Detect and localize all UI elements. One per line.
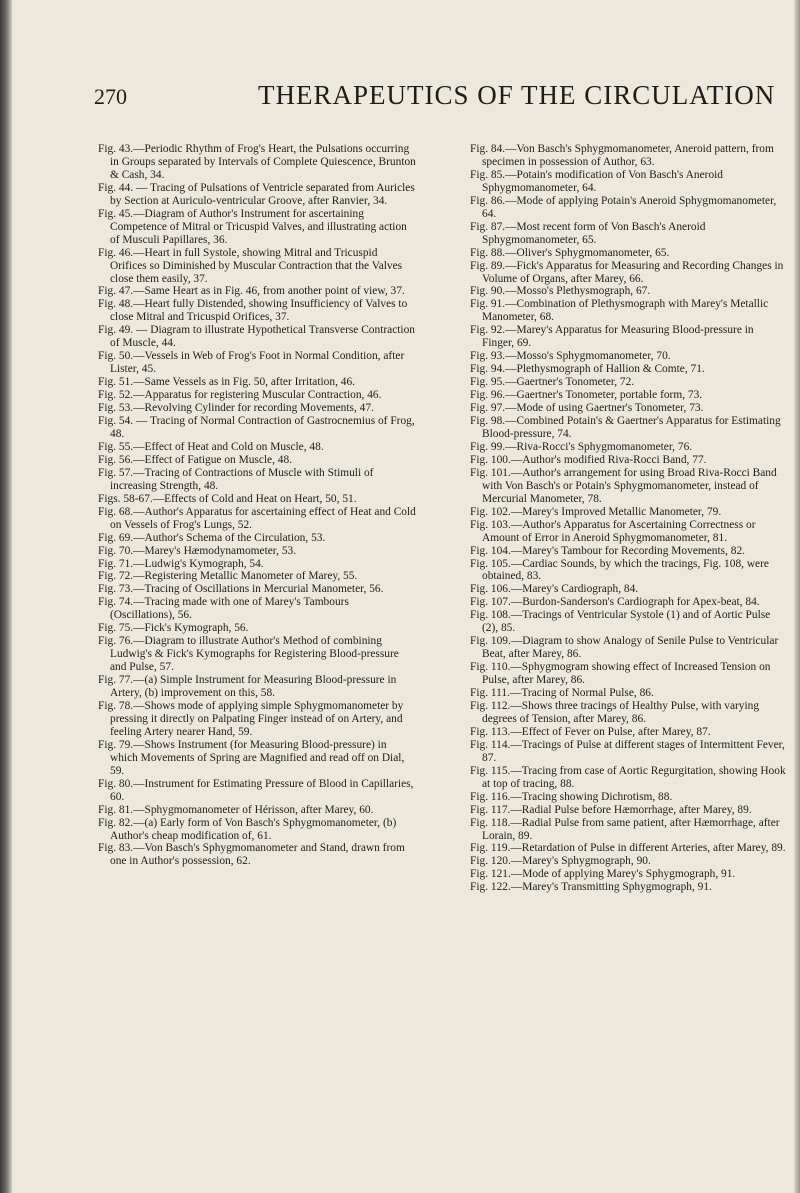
figure-entry: Fig. 98.—Combined Potain's & Gaertner's Apparatus for Estimating Blood-pressure, 74.	[470, 415, 781, 440]
figure-entry: Fig. 83.—Von Basch's Sphygmomanometer and Stand, drawn from one in Author's possession, 62.	[98, 842, 405, 868]
book-spine-edge	[0, 0, 12, 1193]
figure-entry: Fig. 97.—Mode of using Gaertner's Tonometer, 73.	[470, 402, 704, 415]
figure-entry: Fig. 75.—Fick's Kymograph, 56.	[98, 622, 249, 635]
figure-entry: Fig. 53.—Revolving Cylinder for recording Movements, 47.	[98, 402, 374, 415]
page-number: 270	[94, 84, 127, 109]
figure-entry: Fig. 81.—Sphygmomanometer of Hérisson, after Marey, 60.	[98, 803, 374, 816]
figure-entry: Fig. 77.—(a) Simple Instrument for Measuring Blood-pressure in Artery, (b) improvement on this, 58.	[98, 674, 397, 700]
figure-entry: Fig. 93.—Mosso's Sphygmomanometer, 70.	[470, 350, 671, 363]
figure-entry: Fig. 91.—Combination of Plethysmograph with Marey's Metallic Manometer, 68.	[470, 298, 769, 324]
figure-entry: Fig. 49. — Diagram to illustrate Hypothetical Transverse Contraction of Muscle, 44.	[98, 324, 415, 350]
figure-entry: Fig. 115.—Tracing from case of Aortic Regurgitation, showing Hook at top of tracing, 88.	[470, 764, 786, 790]
figure-entry: Fig. 117.—Radial Pulse before Hæmorrhage, after Marey, 89.	[470, 803, 752, 816]
figure-entry: Fig. 116.—Tracing showing Dichrotism, 88.	[470, 790, 673, 803]
figure-entry: Fig. 87.—Most recent form of Von Basch's Aneroid Sphygmomanometer, 65.	[470, 220, 706, 246]
figure-entry: Fig. 43.—Periodic Rhythm of Frog's Heart, the Pulsations occurring in Groups separated by Intervals of Complete Quiescence, Brunton & Cash, 34.	[98, 143, 416, 181]
figure-entry: Fig. 113.—Effect of Fever on Pulse, after Marey, 87.	[470, 725, 711, 738]
figure-entry: Fig. 114.—Tracings of Pulse at different stages of Intermittent Fever, 87.	[470, 738, 785, 764]
figure-entry: Fig. 72.—Registering Metallic Manometer of Marey, 55.	[98, 570, 358, 583]
figure-entry: Fig. 122.—Marey's Transmitting Sphygmograph, 91.	[470, 881, 712, 894]
figure-entry: Fig. 90.—Mosso's Plethysmograph, 67.	[470, 285, 651, 298]
figure-entry: Fig. 70.—Marey's Hæmodynamometer, 53.	[98, 544, 297, 557]
page-title: THERAPEUTICS OF THE CIRCULATION	[258, 80, 776, 110]
figure-entry: Fig. 47.—Same Heart as in Fig. 46, from another point of view, 37.	[98, 285, 405, 298]
figure-list-right-column	[470, 143, 788, 894]
figure-entry: Fig. 96.—Gaertner's Tonometer, portable form, 73.	[470, 389, 703, 402]
figure-entry: Fig. 85.—Potain's modification of Von Basch's Aneroid Sphygmomanometer, 64.	[470, 168, 724, 194]
figure-entry: Fig. 73.—Tracing of Oscillations in Mercurial Manometer, 56.	[98, 583, 384, 596]
figure-entry: Fig. 54. — Tracing of Normal Contraction of Gastrocnemius of Frog, 48.	[98, 415, 415, 440]
figure-entry: Fig. 109.—Diagram to show Analogy of Senile Pulse to Ventricular Beat, after Marey, 86.	[470, 635, 779, 661]
figure-entry: Fig. 84.—Von Basch's Sphygmomanometer, Aneroid pattern, from specimen in possession of Author, 63.	[470, 143, 774, 168]
figure-entry: Fig. 121.—Mode of applying Marey's Sphygmograph, 91.	[470, 868, 736, 881]
figure-entry: Fig. 100.—Author's modified Riva-Rocci Band, 77.	[470, 453, 707, 466]
figure-entry: Fig. 78.—Shows mode of applying simple Sphygmomanometer by pressing it directly on Palpating Finger instead of on Artery, and feeling Artery nearer Hand, 59.	[98, 699, 404, 738]
figure-entry: Fig. 86.—Mode of applying Potain's Aneroid Sphygmomanometer, 64.	[470, 194, 777, 220]
running-head	[0, 80, 800, 120]
figure-entry: Fig. 107.—Burdon-Sanderson's Cardiograph for Apex-beat, 84.	[470, 596, 760, 609]
figure-entry: Fig. 110.—Sphygmogram showing effect of Increased Tension on Pulse, after Marey, 86.	[470, 661, 771, 687]
figure-entry: Fig. 74.—Tracing made with one of Marey's Tambours (Oscillations), 56.	[98, 596, 349, 622]
figure-entry: Fig. 120.—Marey's Sphygmograph, 90.	[470, 855, 651, 868]
figure-entry: Fig. 108.—Tracings of Ventricular Systole (1) and of Aortic Pulse (2), 85.	[470, 609, 771, 635]
figure-entry: Fig. 89.—Fick's Apparatus for Measuring and Recording Changes in Volume of Organs, after Marey, 66.	[470, 259, 784, 285]
figure-entry: Fig. 92.—Marey's Apparatus for Measuring Blood-pressure in Finger, 69.	[470, 324, 754, 350]
figure-entry: Fig. 99.—Riva-Rocci's Sphygmomanometer, 76.	[470, 440, 693, 453]
figure-entry: Fig. 102.—Marey's Improved Metallic Manometer, 79.	[470, 505, 722, 518]
figure-entry: Fig. 55.—Effect of Heat and Cold on Muscle, 48.	[98, 440, 324, 453]
figure-entry: Fig. 52.—Apparatus for registering Muscular Contraction, 46.	[98, 389, 382, 402]
figure-entry: Fig. 103.—Author's Apparatus for Ascertaining Correctness or Amount of Error in Aneroid Sphygmomanometer, 81.	[470, 518, 756, 544]
figure-entry: Fig. 76.—Diagram to illustrate Author's Method of combining Ludwig's & Fick's Kymographs for Registering Blood-pressure and Pulse, 57.	[98, 635, 399, 674]
figure-entry: Fig. 119.—Retardation of Pulse in different Arteries, after Marey, 89.	[470, 842, 786, 855]
figure-entry: Fig. 46.—Heart in full Systole, showing Mitral and Tricuspid Orifices so Diminished by Muscular Contraction that the Valves close them easily, 37.	[98, 246, 403, 285]
figure-entry: Fig. 111.—Tracing of Normal Pulse, 86.	[470, 687, 654, 700]
figure-entry: Fig. 71.—Ludwig's Kymograph, 54.	[98, 557, 264, 570]
figure-entry: Fig. 82.—(a) Early form of Von Basch's Sphygmomanometer, (b) Author's cheap modification of, 61.	[98, 816, 397, 842]
figure-entry: Fig. 68.—Author's Apparatus for ascertaining effect of Heat and Cold on Vessels of Frog's Lungs, 52.	[98, 505, 416, 531]
figure-entry: Fig. 106.—Marey's Cardiograph, 84.	[470, 583, 639, 596]
figure-entry: Fig. 95.—Gaertner's Tonometer, 72.	[470, 376, 635, 389]
page-edge	[794, 0, 800, 1193]
figure-entry: Fig. 118.—Radial Pulse from same patient, after Hæmorrhage, after Lorain, 89.	[470, 816, 780, 842]
figure-entry: Fig. 112.—Shows three tracings of Healthy Pulse, with varying degrees of Tension, after Marey, 86.	[470, 699, 760, 725]
figure-entry: Fig. 94.—Plethysmograph of Hallion & Comte, 71.	[470, 363, 705, 376]
figure-entry: Fig. 48.—Heart fully Distended, showing Insufficiency of Valves to close Mitral and Tricuspid Orifices, 37.	[98, 298, 408, 324]
figure-entry: Fig. 45.—Diagram of Author's Instrument for ascertaining Competence of Mitral or Tricuspid Valves, and illustrating action of Musculi Papillares, 36.	[98, 207, 407, 246]
figure-entry: Figs. 58-67.—Effects of Cold and Heat on Heart, 50, 51.	[98, 492, 357, 505]
figure-entry: Fig. 56.—Effect of Fatigue on Muscle, 48.	[98, 453, 293, 466]
figure-entry: Fig. 105.—Cardiac Sounds, by which the tracings, Fig. 108, were obtained, 83.	[470, 557, 769, 583]
figure-entry: Fig. 101.—Author's arrangement for using Broad Riva-Rocci Band with Von Basch's or Potain's Sphygmomanometer, instead of Mercurial Manometer, 78.	[470, 466, 777, 505]
figure-entry: Fig. 80.—Instrument for Estimating Pressure of Blood in Capillaries, 60.	[98, 777, 414, 803]
figure-entry: Fig. 44. — Tracing of Pulsations of Ventricle separated from Auricles by Section at Auriculo-ventricular Groove, after Ranvier, 34.	[98, 181, 415, 207]
figure-entry: Fig. 69.—Author's Schema of the Circulation, 53.	[98, 531, 326, 544]
figure-entry: Fig. 57.—Tracing of Contractions of Muscle with Stimuli of increasing Strength, 48.	[98, 466, 374, 492]
figure-entry: Fig. 50.—Vessels in Web of Frog's Foot in Normal Condition, after Lister, 45.	[98, 350, 405, 376]
figure-entry: Fig. 79.—Shows Instrument (for Measuring Blood-pressure) in which Movements of Spring are Magnified and read off on Dial, 59.	[98, 738, 405, 777]
figure-entry: Fig. 104.—Marey's Tambour for Recording Movements, 82.	[470, 544, 746, 557]
figure-list-left-column	[98, 143, 416, 868]
figure-entry: Fig. 51.—Same Vessels as in Fig. 50, after Irritation, 46.	[98, 376, 355, 389]
figure-entry: Fig. 88.—Oliver's Sphygmomanometer, 65.	[470, 246, 670, 259]
